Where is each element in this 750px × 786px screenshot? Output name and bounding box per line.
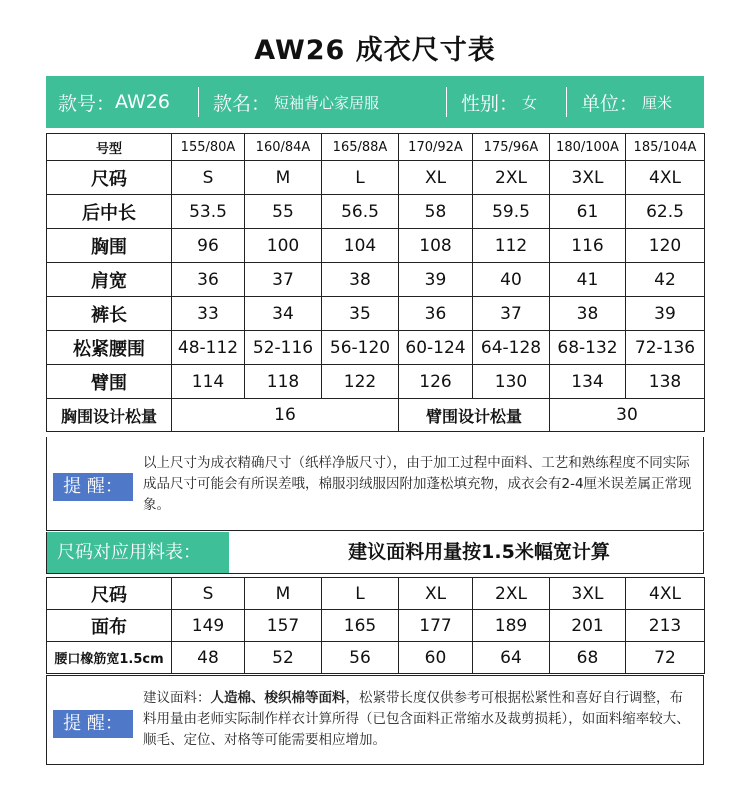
fabric-header [46, 532, 704, 574]
fabric-reminder-badge: 提 醒： [53, 710, 133, 738]
table-cell: 55 [245, 195, 322, 229]
table-cell: 104 [322, 229, 399, 263]
gender-cell [447, 76, 566, 128]
style-name-label: 款名： [213, 92, 271, 115]
table-cell: L [322, 161, 399, 195]
table-cell: 2XL [473, 161, 550, 195]
style-no-label: 款号： [58, 92, 116, 115]
table-cell: 108 [399, 229, 473, 263]
row-header: 肩宽 [47, 263, 172, 297]
unit-cell [567, 76, 704, 128]
row-header: 松紧腰围 [47, 331, 172, 365]
gender-value: 女 [522, 93, 538, 112]
reminder-text: 以上尺寸为成衣精确尺寸（纸样净版尺寸），由于加工过程中面料、工艺和熟练程度不同实际成品尺寸可能会有所误差哦，棉服羽绒服因附加蓬松填充物，成衣会有2-4厘米误差属正常现象。 [143, 455, 692, 513]
table-cell: 38 [322, 263, 399, 297]
unit-value: 厘米 [642, 93, 673, 112]
table-cell: L [322, 578, 399, 610]
arm-ease-value: 30 [550, 399, 705, 432]
style-name-cell [199, 76, 446, 128]
table-cell: 126 [399, 365, 473, 399]
table-cell: 2XL [473, 578, 550, 610]
style-info-bar [46, 76, 704, 128]
table-cell: 68 [550, 642, 626, 674]
style-name-value: 短袖背心家居服 [274, 93, 380, 112]
table-cell: 4XL [626, 161, 705, 195]
table-cell: 134 [550, 365, 626, 399]
table-cell: XL [399, 578, 473, 610]
table-cell: 170/92A [399, 134, 473, 161]
table-cell: 114 [172, 365, 245, 399]
row-header: 臂围 [47, 365, 172, 399]
chest-ease-label: 胸围设计松量 [47, 399, 172, 432]
table-cell: 175/96A [473, 134, 550, 161]
table-cell: 96 [172, 229, 245, 263]
size-table [46, 133, 705, 432]
table-cell: 112 [473, 229, 550, 263]
table-cell: 160/84A [245, 134, 322, 161]
table-cell: 120 [626, 229, 705, 263]
table-cell: S [172, 161, 245, 195]
table-cell: 72 [626, 642, 705, 674]
table-cell: 59.5 [473, 195, 550, 229]
table-row [47, 195, 705, 229]
table-cell: 68-132 [550, 331, 626, 365]
table-cell: 41 [550, 263, 626, 297]
fabric-reminder-text [143, 688, 695, 751]
table-cell: 3XL [550, 161, 626, 195]
table-cell: 180/100A [550, 134, 626, 161]
table-cell: 61 [550, 195, 626, 229]
reminder-badge: 提 醒： [53, 473, 133, 501]
table-row [47, 578, 705, 610]
table-cell: 122 [322, 365, 399, 399]
page-title: AW26 成衣尺寸表 [254, 35, 496, 66]
table-row [47, 331, 705, 365]
table-cell: 40 [473, 263, 550, 297]
unit-label: 单位： [581, 92, 639, 115]
reminder-box [46, 437, 704, 531]
ease-row [47, 399, 705, 432]
style-no-cell [46, 76, 198, 128]
table-cell: 116 [550, 229, 626, 263]
table-cell: 48-112 [172, 331, 245, 365]
table-cell: 39 [399, 263, 473, 297]
table-cell: M [245, 578, 322, 610]
table-cell: 37 [473, 297, 550, 331]
fabric-table [46, 577, 705, 674]
table-cell: 56-120 [322, 331, 399, 365]
row-header: 裤长 [47, 297, 172, 331]
table-cell: 201 [550, 610, 626, 642]
table-cell: 38 [550, 297, 626, 331]
table-cell: 64 [473, 642, 550, 674]
table-cell: XL [399, 161, 473, 195]
table-cell: 177 [399, 610, 473, 642]
chest-ease-value: 16 [172, 399, 399, 432]
table-row [47, 229, 705, 263]
table-cell: 72-136 [626, 331, 705, 365]
table-cell: 165/88A [322, 134, 399, 161]
table-row [47, 642, 705, 674]
table-row [47, 263, 705, 297]
fabric-subtitle: 建议面料用量按1.5米幅宽计算 [348, 541, 610, 563]
table-cell: 60-124 [399, 331, 473, 365]
table-cell: 3XL [550, 578, 626, 610]
table-cell: 53.5 [172, 195, 245, 229]
arm-ease-label: 臂围设计松量 [399, 399, 550, 432]
table-cell: 36 [172, 263, 245, 297]
row-header: 尺码 [47, 578, 172, 610]
table-cell: 52 [245, 642, 322, 674]
table-cell: 100 [245, 229, 322, 263]
table-row [47, 297, 705, 331]
table-cell: 62.5 [626, 195, 705, 229]
table-cell: 34 [245, 297, 322, 331]
table-cell: 4XL [626, 578, 705, 610]
reminder-lead: 建议面料： [143, 690, 211, 706]
table-cell: 48 [172, 642, 245, 674]
table-cell: 149 [172, 610, 245, 642]
row-header: 腰口橡筋宽1.5cm [47, 642, 172, 674]
table-cell: 138 [626, 365, 705, 399]
reminder-highlight: 人造棉、梭织棉等面料 [210, 690, 346, 706]
table-cell: 213 [626, 610, 705, 642]
row-header: 胸围 [47, 229, 172, 263]
gender-label: 性别： [461, 92, 519, 115]
reminder-rest: ，松紧带长度仅供参考可根据松紧性和喜好自行调整，布料用量由老师实际制作样衣计算所得（已包含面料正常缩水及裁剪损耗），如面料缩率较大、顺毛、定位、对格等可能需要相应增加。 [143, 690, 690, 748]
table-cell: 155/80A [172, 134, 245, 161]
table-row [47, 365, 705, 399]
table-cell: 42 [626, 263, 705, 297]
row-header: 后中长 [47, 195, 172, 229]
table-cell: 52-116 [245, 331, 322, 365]
table-cell: S [172, 578, 245, 610]
table-cell: 157 [245, 610, 322, 642]
table-cell: 56 [322, 642, 399, 674]
table-cell: 185/104A [626, 134, 705, 161]
style-no-value: AW26 [115, 91, 170, 113]
table-cell: 35 [322, 297, 399, 331]
table-cell: 39 [626, 297, 705, 331]
table-cell: 130 [473, 365, 550, 399]
row-header: 号型 [47, 134, 172, 161]
table-cell: M [245, 161, 322, 195]
fabric-tag: 尺码对应用料表： [47, 532, 229, 573]
fabric-reminder-box [46, 675, 704, 765]
table-row [47, 161, 705, 195]
table-cell: 56.5 [322, 195, 399, 229]
table-cell: 36 [399, 297, 473, 331]
table-cell: 33 [172, 297, 245, 331]
table-cell: 64-128 [473, 331, 550, 365]
row-header: 面布 [47, 610, 172, 642]
table-cell: 165 [322, 610, 399, 642]
table-row [47, 134, 705, 161]
table-cell: 60 [399, 642, 473, 674]
row-header: 尺码 [47, 161, 172, 195]
table-row [47, 610, 705, 642]
table-cell: 58 [399, 195, 473, 229]
table-cell: 189 [473, 610, 550, 642]
table-cell: 118 [245, 365, 322, 399]
table-cell: 37 [245, 263, 322, 297]
